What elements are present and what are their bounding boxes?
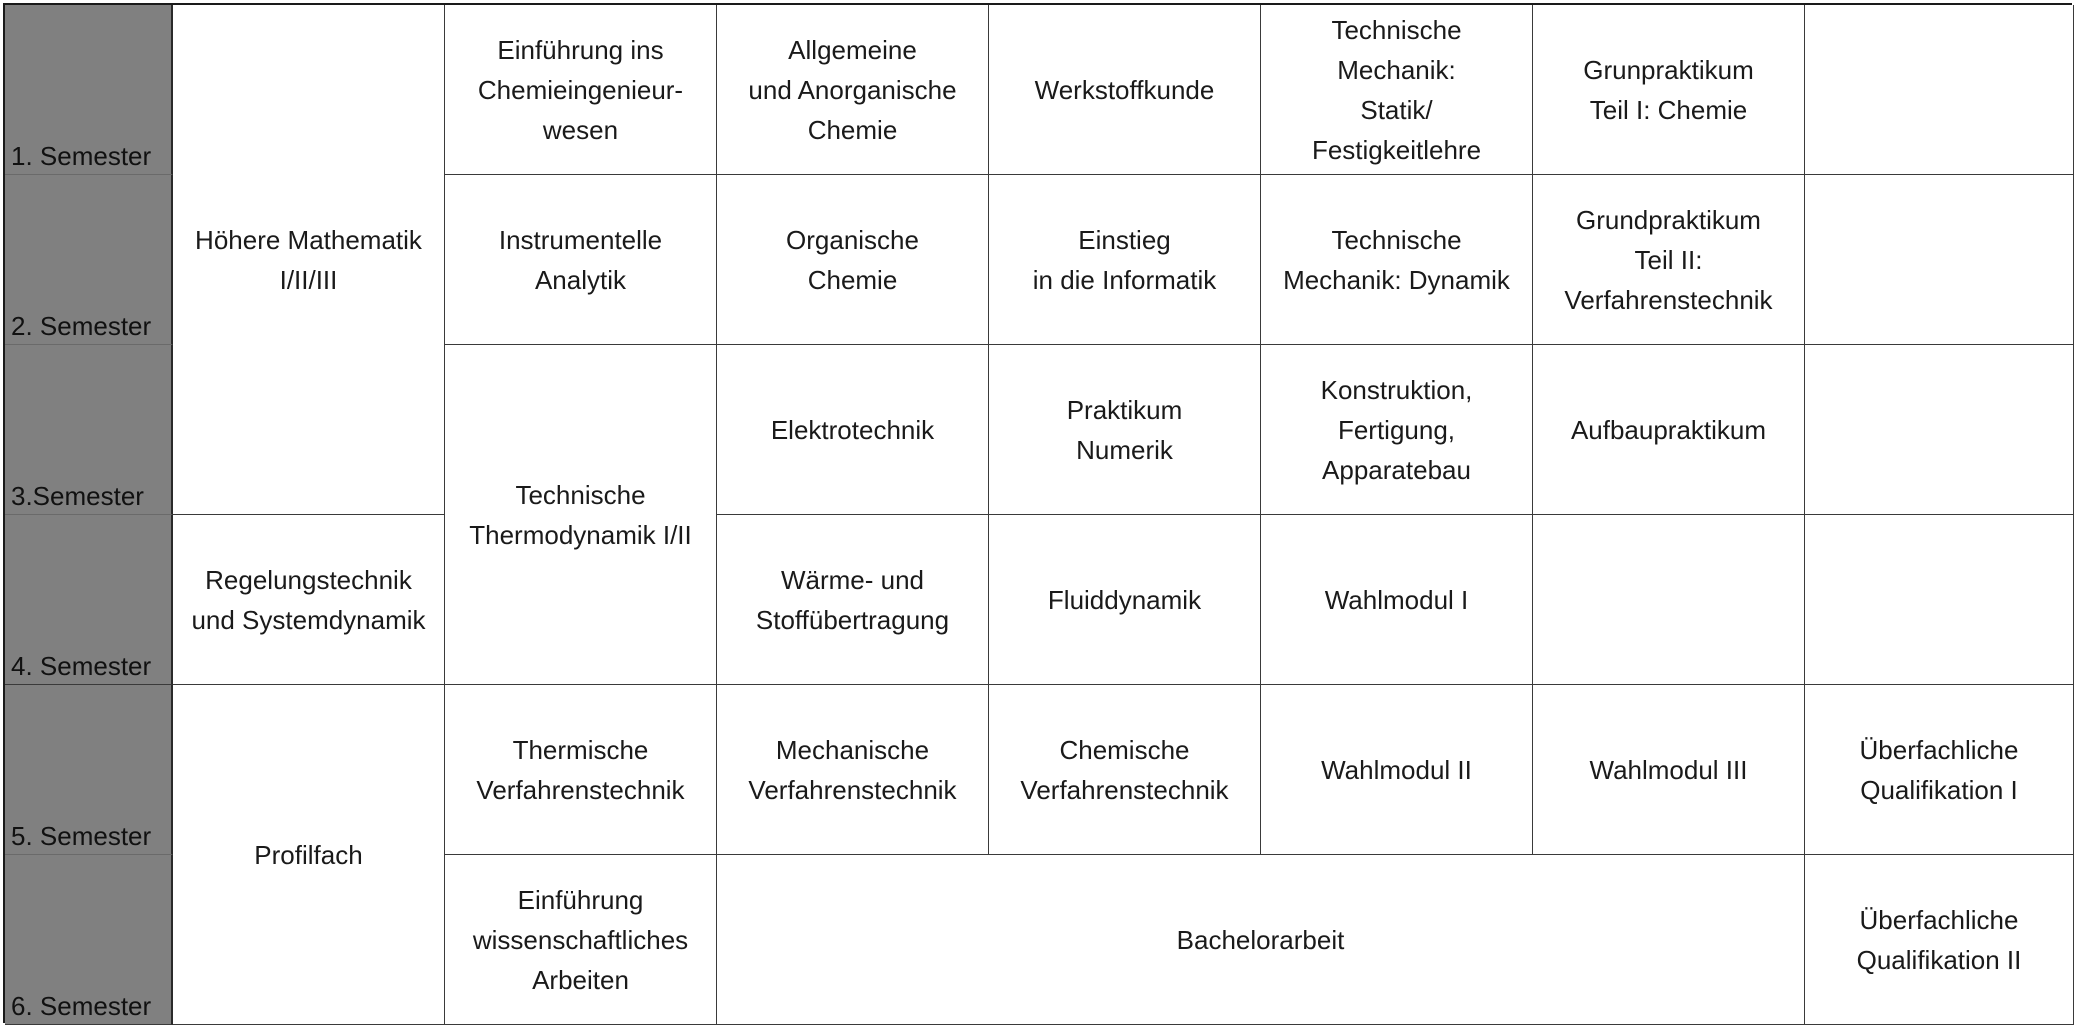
empty-cell <box>1805 345 2074 515</box>
module-allgemeine-anorganische-chemie: Allgemeine und Anorganische Chemie <box>717 5 989 175</box>
module-profilfach: Profilfach <box>173 685 445 1025</box>
module-aufbaupraktikum: Aufbaupraktikum <box>1533 345 1805 515</box>
semester-6-label: 6. Semester <box>5 855 173 1025</box>
semester-5-label: 5. Semester <box>5 685 173 855</box>
empty-cell <box>1805 515 2074 685</box>
module-ueberfachliche-qualifikation-2: Überfachliche Qualifikation II <box>1805 855 2074 1025</box>
module-mechanische-verfahrenstechnik: Mechanische Verfahrenstechnik <box>717 685 989 855</box>
empty-cell <box>1805 5 2074 175</box>
module-thermische-verfahrenstechnik: Thermische Verfahrenstechnik <box>445 685 717 855</box>
module-bachelorarbeit: Bachelorarbeit <box>717 855 1805 1025</box>
semester-2-label: 2. Semester <box>5 175 173 345</box>
module-wahlmodul-1: Wahlmodul I <box>1261 515 1533 685</box>
module-technische-mechanik-dynamik: Technische Mechanik: Dynamik <box>1261 175 1533 345</box>
module-chemische-verfahrenstechnik: Chemische Verfahrenstechnik <box>989 685 1261 855</box>
semester-4-label: 4. Semester <box>5 515 173 685</box>
module-technische-mechanik-statik: Technische Mechanik: Statik/ Festigkeitlehre <box>1261 5 1533 175</box>
module-technische-thermodynamik: Technische Thermodynamik I/II <box>445 345 717 685</box>
module-fluiddynamik: Fluiddynamik <box>989 515 1261 685</box>
module-hoehere-mathematik: Höhere Mathematik I/II/III <box>173 5 445 515</box>
module-praktikum-numerik: Praktikum Numerik <box>989 345 1261 515</box>
curriculum-table <box>3 3 2072 1023</box>
module-waerme-stoffuebertragung: Wärme- und Stoffübertragung <box>717 515 989 685</box>
module-ueberfachliche-qualifikation-1: Überfachliche Qualifikation I <box>1805 685 2074 855</box>
module-werkstoffkunde: Werkstoffkunde <box>989 5 1261 175</box>
module-wahlmodul-2: Wahlmodul II <box>1261 685 1533 855</box>
module-instrumentelle-analytik: Instrumentelle Analytik <box>445 175 717 345</box>
empty-cell <box>1533 515 1805 685</box>
module-einstieg-informatik: Einstieg in die Informatik <box>989 175 1261 345</box>
module-wahlmodul-3: Wahlmodul III <box>1533 685 1805 855</box>
module-konstruktion: Konstruktion, Fertigung, Apparatebau <box>1261 345 1533 515</box>
module-einfuehrung-wissenschaftliches-arbeiten: Einführung wissenschaftliches Arbeiten <box>445 855 717 1025</box>
module-grunpraktikum-1: Grunpraktikum Teil I: Chemie <box>1533 5 1805 175</box>
module-grundpraktikum-2: Grundpraktikum Teil II: Verfahrenstechnik <box>1533 175 1805 345</box>
semester-3-label: 3.Semester <box>5 345 173 515</box>
module-elektrotechnik: Elektrotechnik <box>717 345 989 515</box>
module-regelungstechnik: Regelungstechnik und Systemdynamik <box>173 515 445 685</box>
empty-cell <box>1805 175 2074 345</box>
semester-1-label: 1. Semester <box>5 5 173 175</box>
module-organische-chemie: Organische Chemie <box>717 175 989 345</box>
module-einfuehrung-chemieingenieurwesen: Einführung ins Chemieingenieur- wesen <box>445 5 717 175</box>
